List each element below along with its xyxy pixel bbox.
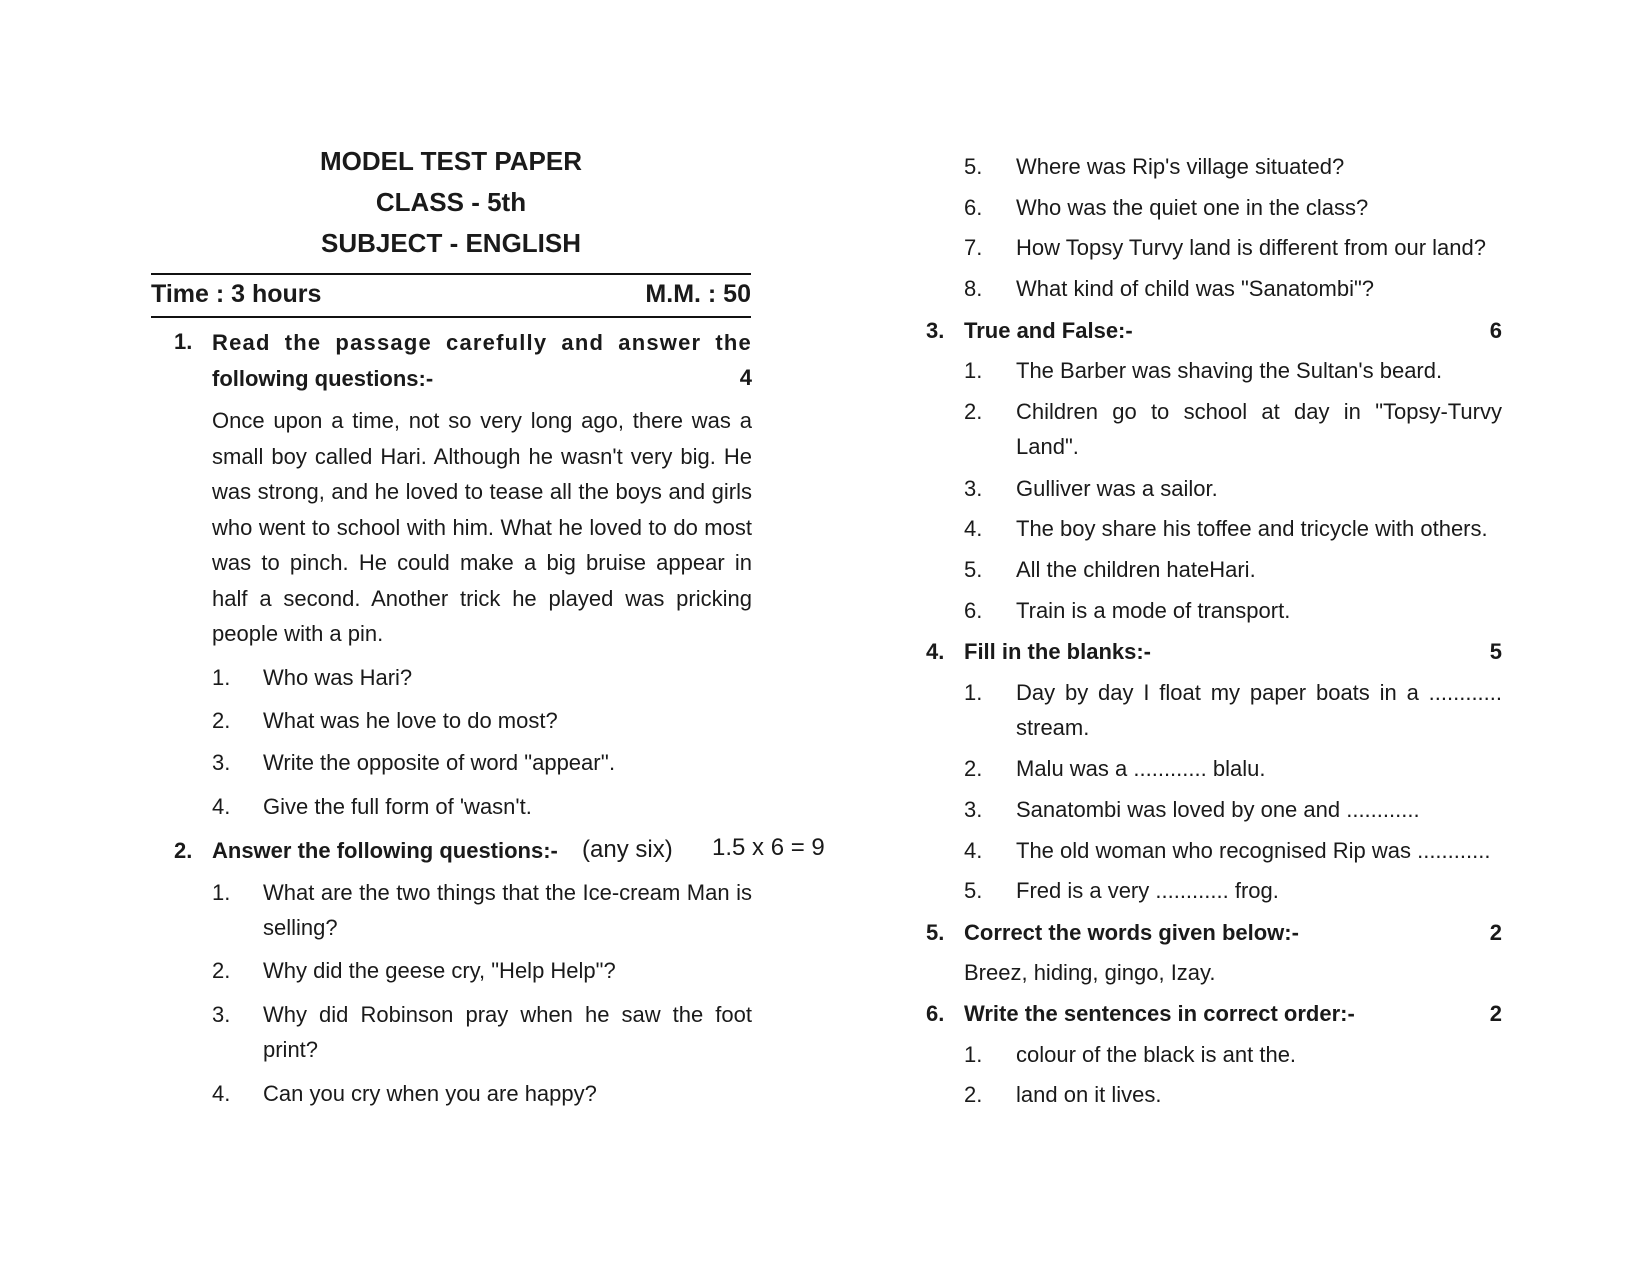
q5-heading: Correct the words given below:- [964,920,1299,945]
q3-item-2-num: 2. [964,399,983,424]
q6-item-2-text: land on it lives. [1016,1082,1162,1107]
q4-item-4-num: 4. [964,838,983,863]
header-rule-top [151,273,751,275]
q2-item-6-text: Who was the quiet one in the class? [1016,195,1369,220]
q3-item-3-text: Gulliver was a sailor. [1016,476,1218,501]
q2-note: (any six) [582,836,673,863]
q5-number: 5. [926,920,945,945]
q3-item-1-text: The Barber was shaving the Sultan's beard. [1016,358,1443,383]
q4-item-4-text: The old woman who recognised Rip was ............ [1016,838,1491,863]
q6-number: 6. [926,1001,945,1026]
q5-text: Breez, hiding, gingo, Izay. [964,960,1216,985]
q2-heading: Answer the following questions:- [212,838,558,863]
q3-item-6-num: 6. [964,598,983,623]
q2-item-8-num: 8. [964,276,983,301]
q4-item-3-text: Sanatombi was loved by one and ............ [1016,797,1420,822]
q3-item-4-num: 4. [964,516,983,541]
q4-item-3-num: 3. [964,797,983,822]
q2-marks: 1.5 x 6 = 9 [712,834,825,861]
q2-item-6-num: 6. [964,195,983,220]
q4-item-5-num: 5. [964,878,983,903]
q3-number: 3. [926,318,945,343]
q1-item-4-text: Give the full form of 'wasn't. [263,794,532,819]
q1-passage: Once upon a time, not so very long ago, there was a small boy called Hari. Although he wasn't very big. He was strong, and he loved to tease all the boys and girls who went to school with him. What he loved to do most was to pinch. He could make a big bruise appear in half a second. Another trick he played was pricking people with a pin. [212,408,752,646]
class-title: CLASS - 5th [375,187,527,217]
q4-item-1-text: Day by day I float my paper boats in a ............ stream. [1016,680,1502,740]
q1-item-3-text: Write the opposite of word "appear''. [263,750,616,775]
q6-item-2-num: 2. [964,1082,983,1107]
q5-marks: 2 [1489,920,1502,945]
paper-title: MODEL TEST PAPER [320,146,582,176]
q3-item-5-num: 5. [964,557,983,582]
q1-marks: 4 [739,365,752,390]
q4-heading: Fill in the blanks:- [964,639,1152,664]
q4-marks: 5 [1489,639,1502,664]
q2-item-7-text: How Topsy Turvy land is different from our land? [1016,235,1486,260]
q3-marks: 6 [1489,318,1502,343]
q4-item-5-text: Fred is a very ............ frog. [1016,878,1279,903]
q6-marks: 2 [1489,1001,1502,1026]
q3-item-1-num: 1. [964,358,983,383]
q6-item-1-text: colour of the black is ant the. [1016,1042,1297,1067]
q4-item-2-text: Malu was a ............ blalu. [1016,756,1266,781]
q1-item-1-text: Who was Hari? [263,665,413,690]
q2-item-1-text: What are the two things that the Ice-cream Man is selling? [263,880,752,940]
q1-item-2-text: What was he love to do most? [263,708,558,733]
q1-item-2-num: 2. [212,708,231,733]
q2-item-3-num: 3. [212,1002,231,1027]
header-rule-bottom [151,316,751,318]
q3-item-6-text: Train is a mode of transport. [1016,598,1291,623]
time-label: Time : 3 hours [151,280,322,308]
q3-heading: True and False:- [964,318,1133,343]
q1-item-3-num: 3. [212,750,231,775]
subject-title: SUBJECT - ENGLISH [320,228,582,258]
q2-item-7-num: 7. [964,235,983,260]
q3-item-2-text: Children go to school at day in "Topsy-Turvy Land". [1016,399,1502,459]
q6-item-1-num: 1. [964,1042,983,1067]
q2-number: 2. [174,838,193,863]
q4-item-2-num: 2. [964,756,983,781]
q1-heading-line1: Read the passage carefully and answer the [212,330,752,355]
q2-item-5-num: 5. [964,154,983,179]
q4-number: 4. [926,639,945,664]
q1-heading-line2: following questions:- [212,366,434,391]
q3-item-5-text: All the children hateHari. [1016,557,1256,582]
q6-heading: Write the sentences in correct order:- [964,1001,1355,1026]
q1-item-4-num: 4. [212,794,231,819]
q3-item-4-text: The boy share his toffee and tricycle with others. [1016,516,1488,541]
q2-item-8-text: What kind of child was "Sanatombi"? [1016,276,1375,301]
q2-item-5-text: Where was Rip's village situated? [1016,154,1345,179]
q3-item-3-num: 3. [964,476,983,501]
q2-item-1-num: 1. [212,880,231,905]
q1-item-1-num: 1. [212,665,231,690]
q2-item-4-text: Can you cry when you are happy? [263,1081,597,1106]
q2-item-4-num: 4. [212,1081,231,1106]
q2-item-3-text: Why did Robinson pray when he saw the foot print? [263,1002,752,1062]
q2-item-2-num: 2. [212,958,231,983]
q1-number: 1. [174,329,193,354]
q4-item-1-num: 1. [964,680,983,705]
max-marks-label: M.M. : 50 [645,280,751,308]
q2-item-2-text: Why did the geese cry, "Help Help"? [263,958,616,983]
